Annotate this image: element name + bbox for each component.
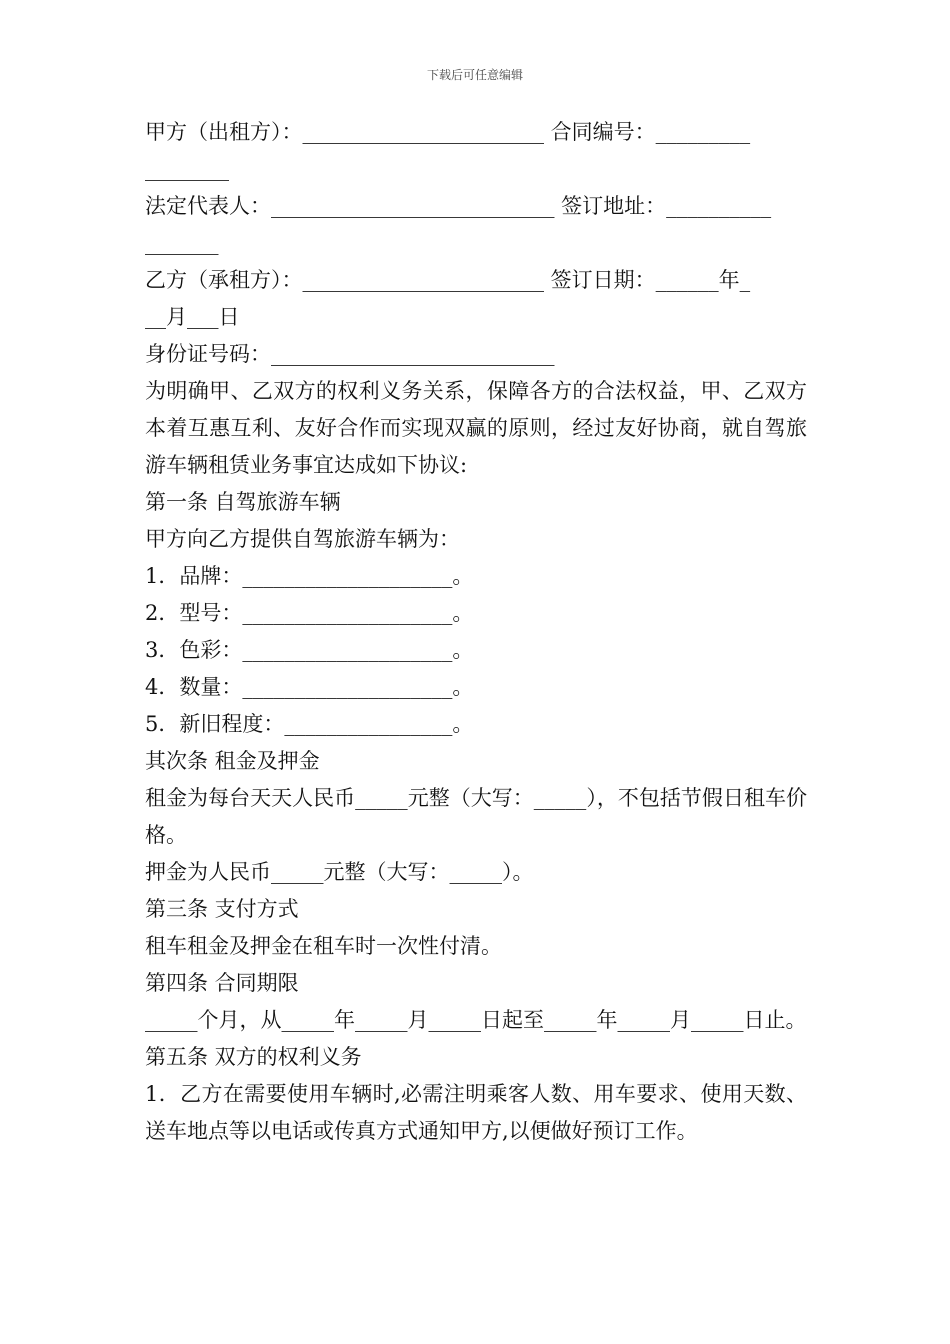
contract-body (145, 114, 807, 1150)
signing-address-continuation: _______ (145, 231, 219, 255)
legal-representative-line: 法定代表人：___________________________ 签订地址：__________ (145, 194, 772, 218)
article-5-heading: 第五条 双方的权利义务 (145, 1045, 362, 1069)
vehicle-quantity-item: 4．数量：____________________。 (145, 675, 474, 699)
vehicle-model-item: 2．型号：____________________。 (145, 601, 474, 625)
preamble-paragraph: 为明确甲、乙双方的权利义务关系，保障各方的合法权益，甲、乙双方本着互惠互利、友好合作而实现双赢的原则，经过友好协商，就自驾旅游车辆租赁业务事宜达成如下协议: (145, 379, 807, 477)
vehicle-color-item: 3．色彩：____________________。 (145, 638, 474, 662)
party-a-line: 甲方（出租方）：_______________________ 合同编号：_________ (145, 120, 751, 144)
article-1-intro: 甲方向乙方提供自驾旅游车辆为： (145, 527, 460, 551)
party-b-line: 乙方（承租方）：_______________________ 签订日期：______年_ (145, 268, 751, 292)
rights-item-1: 1．乙方在需要使用车辆时,必需注明乘客人数、用车要求、使用天数、送车地点等以电话或传真方式通知甲方,以便做好预订工作。 (145, 1082, 807, 1143)
rent-paragraph: 租金为每台天天人民币_____元整（大写：_____），不包括节假日租车价格。 (145, 786, 807, 847)
signing-date-continuation: __月___日 (145, 305, 240, 329)
id-number-line: 身份证号码：___________________________ (145, 342, 555, 366)
deposit-paragraph: 押金为人民币_____元整（大写：_____）。 (145, 860, 534, 884)
vehicle-brand-item: 1．品牌：____________________。 (145, 564, 474, 588)
contract-number-continuation: ________ (145, 157, 229, 181)
article-1-heading: 第一条 自驾旅游车辆 (145, 490, 341, 514)
page-header-note: 下载后可任意编辑 (426, 68, 523, 82)
payment-paragraph: 租车租金及押金在租车时一次性付清。 (145, 934, 502, 958)
term-paragraph: _____个月，从_____年_____月_____日起至_____年_____月_____日止。 (145, 1008, 807, 1032)
article-3-heading: 第三条 支付方式 (145, 897, 299, 921)
article-2-heading: 其次条 租金及押金 (145, 749, 320, 773)
article-4-heading: 第四条 合同期限 (145, 971, 299, 995)
vehicle-condition-item: 5．新旧程度：________________。 (145, 712, 474, 736)
